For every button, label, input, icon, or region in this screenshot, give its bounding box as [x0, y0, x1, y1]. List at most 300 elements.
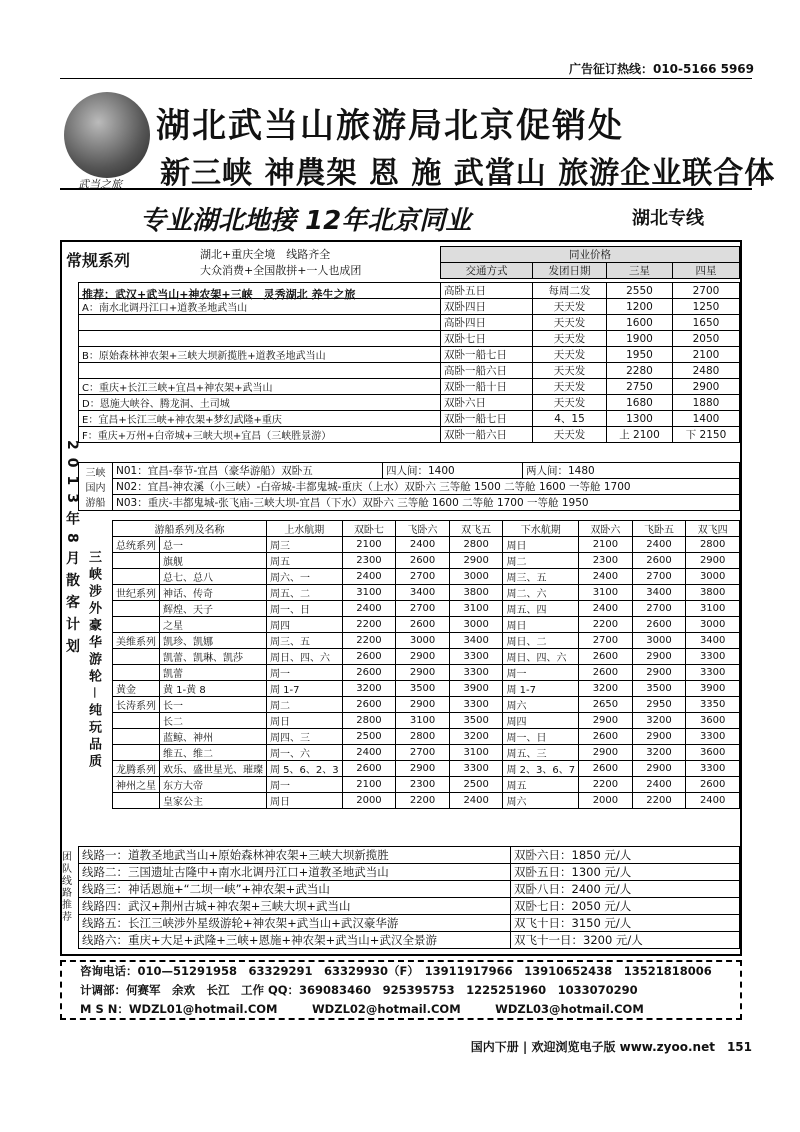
date-cell: 每周二发 [533, 283, 607, 299]
price-cell: 2300 [396, 777, 450, 793]
footer: 国内下册 | 欢迎浏览电子版 www.zyoo.net 151 [470, 1040, 752, 1054]
transport-cell: 高卧五日 [441, 283, 533, 299]
table-row [79, 315, 740, 331]
table-row [113, 601, 740, 617]
price-cell: 3300 [449, 665, 503, 681]
upstream-cell: 周 5、6、2、3 [267, 761, 343, 777]
route-cell [79, 315, 441, 331]
table-row [79, 395, 740, 411]
col-transport: 交通方式 [441, 263, 533, 279]
upstream-cell: 周三 [267, 537, 343, 553]
price-cell: 2600 [342, 761, 396, 777]
table-row [79, 427, 740, 443]
table-row [79, 915, 740, 932]
price-cell: 2700 [396, 601, 450, 617]
table-row [79, 363, 740, 379]
price-cell: 3300 [449, 761, 503, 777]
price-cell: 2600 [396, 617, 450, 633]
downstream-cell: 周 2、3、6、7 [503, 761, 579, 777]
price-3star-cell: 1600 [607, 315, 673, 331]
price-cell: 3200 [449, 729, 503, 745]
price-cell: 2650 [579, 697, 633, 713]
price-cell: 2900 [632, 761, 686, 777]
price-cell: 3500 [632, 681, 686, 697]
table-row [113, 665, 740, 681]
route-cell: B：原始森林神农架+三峡大坝新揽胜+道教圣地武当山 [79, 347, 441, 363]
price-cell: 3500 [396, 681, 450, 697]
group-route-cell: 线路一：道教圣地武当山+原始森林神农架+三峡大坝新揽胜 [79, 847, 511, 864]
price-cell: 2900 [632, 665, 686, 681]
price-cell: 2900 [396, 697, 450, 713]
price-cell: 2000 [579, 793, 633, 809]
series-cell: 世纪系列 [113, 585, 160, 601]
column-header: 双卧六 [579, 521, 633, 537]
table-row [79, 331, 740, 347]
ship-cell: 蓝鲸、神州 [160, 729, 267, 745]
downstream-cell: 周四 [503, 713, 579, 729]
price-cell: 3600 [686, 713, 740, 729]
group-price-cell: 双卧五日：1300 元/人 [511, 864, 740, 881]
downstream-cell: 周三、五 [503, 569, 579, 585]
slogan-right: 湖北专线 [632, 208, 704, 229]
price-cell: 2600 [342, 649, 396, 665]
price-cell: 3000 [396, 633, 450, 649]
route-n01: N01：宜昌-奉节-宜昌（豪华游船）双卧五 [113, 463, 383, 479]
price-cell: 2400 [342, 601, 396, 617]
table-header-row [113, 521, 740, 537]
table-row [79, 881, 740, 898]
price-cell: 3900 [686, 681, 740, 697]
price-4star-cell: 2480 [673, 363, 740, 379]
series-cell: 神州之星 [113, 777, 160, 793]
downstream-cell: 周五 [503, 777, 579, 793]
price-cell: 3350 [686, 697, 740, 713]
price-3star-cell: 上 2100 [607, 427, 673, 443]
price-cell: 2400 [396, 537, 450, 553]
price-cell: 3100 [449, 745, 503, 761]
upstream-cell: 周四 [267, 617, 343, 633]
domestic-label: 三峡国内游船 [79, 463, 113, 511]
col-date: 发团日期 [533, 263, 607, 279]
upstream-cell: 周四、三 [267, 729, 343, 745]
ship-cell: 长一 [160, 697, 267, 713]
downstream-cell: 周一 [503, 665, 579, 681]
ship-cell: 凯蕾、凯琳、凯莎 [160, 649, 267, 665]
price-3star-cell: 1950 [607, 347, 673, 363]
downstream-cell: 周一、日 [503, 729, 579, 745]
contact-msn: M S N：WDZL01@hotmail.COM WDZL02@hotmail.COM WDZL03@hotmail.COM [80, 1002, 644, 1016]
transport-cell: 双卧一船七日 [441, 411, 533, 427]
column-header: 飞卧六 [396, 521, 450, 537]
price-cell: 2500 [449, 777, 503, 793]
contact-phone: 咨询电话：010—51291958 63329291 63329930（F） 13911917966 13910652438 13521818006 [80, 964, 712, 978]
group-table [78, 846, 740, 949]
table-row [79, 347, 740, 363]
price-cell: 2700 [632, 601, 686, 617]
downstream-cell: 周五、四 [503, 601, 579, 617]
price-cell: 2200 [396, 793, 450, 809]
price-cell: 2200 [579, 617, 633, 633]
series-cell [113, 713, 160, 729]
page-title: 湖北武当山旅游局北京促销处 [156, 106, 624, 146]
table-row [113, 617, 740, 633]
price-cell: 3400 [686, 633, 740, 649]
contact-box [60, 960, 742, 1020]
price-cell: 3000 [449, 569, 503, 585]
ship-cell: 凯珍、凯娜 [160, 633, 267, 649]
price-cell: 2900 [449, 553, 503, 569]
price-cell: 2600 [579, 665, 633, 681]
price-cell: 2300 [342, 553, 396, 569]
table-row [113, 681, 740, 697]
downstream-cell: 周 1-7 [503, 681, 579, 697]
upstream-cell: 周 1-7 [267, 681, 343, 697]
upstream-cell: 周日、四、六 [267, 649, 343, 665]
downstream-cell: 周二 [503, 553, 579, 569]
ship-cell: 长二 [160, 713, 267, 729]
price-cell: 3200 [632, 745, 686, 761]
price-3star-cell: 1900 [607, 331, 673, 347]
price-cell: 2900 [579, 745, 633, 761]
ship-cell: 总七、总八 [160, 569, 267, 585]
group-price-cell: 双飞十一日：3200 元/人 [511, 932, 740, 949]
series-cell: 长涛系列 [113, 697, 160, 713]
price-cell: 2400 [579, 601, 633, 617]
series-cell [113, 553, 160, 569]
price-3star-cell: 1680 [607, 395, 673, 411]
series-cell [113, 617, 160, 633]
price-3star-cell: 1300 [607, 411, 673, 427]
price-cell: 3300 [449, 697, 503, 713]
route-cell: D：恩施大峡谷、腾龙洞、土司城 [79, 395, 441, 411]
table-row [79, 847, 740, 864]
price-cell: 3000 [449, 617, 503, 633]
price-cell: 3800 [449, 585, 503, 601]
price-cell: 3500 [449, 713, 503, 729]
price-cell: 2600 [686, 777, 740, 793]
table-row [113, 729, 740, 745]
price-cell: 3200 [342, 681, 396, 697]
recommend-line: 推荐：武汉+武当山+神农架+三峡 灵秀湖北 养生之旅 [82, 288, 356, 301]
group-route-cell: 线路四：武汉+荆州古城+神农架+三峡大坝+武当山 [79, 898, 511, 915]
series-cell [113, 569, 160, 585]
page-subtitle: 新三峡 神農架 恩 施 武當山 旅游企业联合体 [160, 156, 776, 191]
price-cell: 3000 [632, 633, 686, 649]
price-header: 同业价格 [441, 247, 740, 263]
series-cell: 总统系列 [113, 537, 160, 553]
price-cell: 3800 [686, 585, 740, 601]
route-n03: N03：重庆-丰都鬼城-张飞庙-三峡大坝-宜昌（下水）双卧六 三等舱 1600 二等舱 1700 一等舱 1950 [113, 495, 740, 511]
ship-cell: 之星 [160, 617, 267, 633]
upstream-cell: 周五、二 [267, 585, 343, 601]
price-cell: 2400 [579, 569, 633, 585]
transport-cell: 双卧四日 [441, 299, 533, 315]
price-cell: 2600 [342, 697, 396, 713]
table-row [113, 793, 740, 809]
ship-cell: 总一 [160, 537, 267, 553]
price-cell: 3100 [686, 601, 740, 617]
upstream-cell: 周三、五 [267, 633, 343, 649]
route-n02: N02：宜昌-神农溪（小三峡）-白帝城-丰都鬼城-重庆（上水）双卧六 三等舱 1500 二等舱 1600 一等舱 1700 [113, 479, 740, 495]
date-cell: 天天发 [533, 347, 607, 363]
price-cell: 2100 [342, 537, 396, 553]
price-3star-cell: 2550 [607, 283, 673, 299]
col-4star: 四星 [673, 263, 740, 279]
date-cell: 4、15 [533, 411, 607, 427]
regular-table [78, 282, 740, 443]
price-3star-cell: 1200 [607, 299, 673, 315]
table-row [113, 761, 740, 777]
route-n01-double: 两人间：1480 [523, 463, 740, 479]
downstream-cell: 周六 [503, 793, 579, 809]
group-price-cell: 双卧六日：1850 元/人 [511, 847, 740, 864]
route-cell: F：重庆+万州+白帝城+三峡大坝+宜昌（三峡胜景游） [79, 427, 441, 443]
table-row [113, 777, 740, 793]
table-row [79, 411, 740, 427]
price-cell: 2500 [342, 729, 396, 745]
price-cell: 2900 [632, 649, 686, 665]
group-route-cell: 线路二：三国遗址古隆中+南水北调丹江口+道教圣地武当山 [79, 864, 511, 881]
date-cell: 天天发 [533, 427, 607, 443]
series-cell: 龙腾系列 [113, 761, 160, 777]
price-cell: 2100 [342, 777, 396, 793]
ad-hotline: 广告征订热线：010-5166 5969 [568, 62, 754, 76]
price-cell: 2900 [632, 729, 686, 745]
downstream-cell: 周日 [503, 617, 579, 633]
group-route-cell: 线路六：重庆+大足+武隆+三峡+恩施+神农架+武当山+武汉全景游 [79, 932, 511, 949]
series-cell [113, 793, 160, 809]
table-row [113, 569, 740, 585]
price-cell: 2400 [632, 537, 686, 553]
upstream-cell: 周日 [267, 713, 343, 729]
series-cell [113, 601, 160, 617]
downstream-cell: 周六 [503, 697, 579, 713]
price-cell: 2800 [396, 729, 450, 745]
transport-cell: 双卧一船六日 [441, 427, 533, 443]
series-cell [113, 729, 160, 745]
price-cell: 2600 [342, 665, 396, 681]
price-cell: 2200 [342, 633, 396, 649]
transport-cell: 双卧一船十日 [441, 379, 533, 395]
regular-note-2: 大众消费+全国散拼+一人也成团 [200, 264, 362, 277]
downstream-cell: 周五、三 [503, 745, 579, 761]
table-row [113, 633, 740, 649]
price-cell: 3400 [396, 585, 450, 601]
transport-cell: 双卧一船七日 [441, 347, 533, 363]
price-cell: 3600 [686, 745, 740, 761]
price-cell: 2900 [579, 713, 633, 729]
downstream-cell: 周二、六 [503, 585, 579, 601]
column-header: 游船系列及名称 [113, 521, 267, 537]
price-4star-cell: 下 2150 [673, 427, 740, 443]
transport-cell: 高卧一船六日 [441, 363, 533, 379]
price-cell: 2950 [632, 697, 686, 713]
price-cell: 2900 [396, 761, 450, 777]
price-4star-cell: 2700 [673, 283, 740, 299]
price-cell: 2800 [342, 713, 396, 729]
price-cell: 3100 [579, 585, 633, 601]
price-3star-cell: 2750 [607, 379, 673, 395]
price-cell: 3300 [686, 649, 740, 665]
ship-cell: 东方大帝 [160, 777, 267, 793]
table-row [79, 379, 740, 395]
table-row [79, 932, 740, 949]
date-cell: 天天发 [533, 299, 607, 315]
header-divider [60, 188, 752, 190]
price-cell: 3100 [396, 713, 450, 729]
group-route-cell: 线路三：神话恩施+“二坝一峡”+神农架+武当山 [79, 881, 511, 898]
downstream-cell: 周日 [503, 537, 579, 553]
group-price-cell: 双卧七日：2050 元/人 [511, 898, 740, 915]
date-cell: 天天发 [533, 395, 607, 411]
column-header: 双飞四 [686, 521, 740, 537]
transport-cell: 双卧七日 [441, 331, 533, 347]
cruise-table [112, 520, 740, 809]
route-cell [79, 363, 441, 379]
route-cell: A：南水北调丹江口+道教圣地武当山 [79, 299, 441, 315]
price-3star-cell: 2280 [607, 363, 673, 379]
date-cell: 天天发 [533, 315, 607, 331]
column-header: 飞卧五 [632, 521, 686, 537]
ship-cell: 皇家公主 [160, 793, 267, 809]
price-4star-cell: 2900 [673, 379, 740, 395]
series-cell [113, 649, 160, 665]
col-3star: 三星 [607, 263, 673, 279]
series-cell [113, 665, 160, 681]
table-row [113, 585, 740, 601]
table-row [113, 649, 740, 665]
price-cell: 3400 [449, 633, 503, 649]
downstream-cell: 周日、四、六 [503, 649, 579, 665]
column-header: 双飞五 [449, 521, 503, 537]
table-row [113, 537, 740, 553]
price-cell: 2700 [396, 745, 450, 761]
price-cell: 3000 [686, 617, 740, 633]
price-4star-cell: 1400 [673, 411, 740, 427]
series-cell: 美维系列 [113, 633, 160, 649]
ship-cell: 神话、传奇 [160, 585, 267, 601]
price-cell: 2700 [396, 569, 450, 585]
table-row [79, 898, 740, 915]
upstream-cell: 周日 [267, 793, 343, 809]
upstream-cell: 周二 [267, 697, 343, 713]
price-cell: 2800 [686, 537, 740, 553]
price-header-table [440, 246, 740, 279]
regular-title: 常规系列 [66, 251, 131, 270]
price-4star-cell: 1880 [673, 395, 740, 411]
price-cell: 3300 [449, 649, 503, 665]
price-cell: 2600 [579, 649, 633, 665]
price-cell: 3100 [342, 585, 396, 601]
price-cell: 3200 [579, 681, 633, 697]
price-cell: 2000 [342, 793, 396, 809]
table-row [113, 745, 740, 761]
price-cell: 2300 [579, 553, 633, 569]
price-4star-cell: 1250 [673, 299, 740, 315]
price-4star-cell: 1650 [673, 315, 740, 331]
upstream-cell: 周六、一 [267, 569, 343, 585]
price-cell: 2200 [579, 777, 633, 793]
price-4star-cell: 2050 [673, 331, 740, 347]
group-label: 团队线路推荐 [62, 852, 72, 923]
price-cell: 2900 [396, 649, 450, 665]
route-cell: C：重庆+长江三峡+宜昌+神农架+武当山 [79, 379, 441, 395]
price-cell: 2400 [449, 793, 503, 809]
ship-cell: 凯蕾 [160, 665, 267, 681]
price-cell: 2800 [449, 537, 503, 553]
date-cell: 天天发 [533, 331, 607, 347]
route-n01-quad: 四人间：1400 [383, 463, 523, 479]
top-divider [60, 78, 752, 79]
series-cell [113, 745, 160, 761]
price-cell: 3300 [686, 729, 740, 745]
price-cell: 2100 [579, 537, 633, 553]
column-header: 双卧七 [342, 521, 396, 537]
logo-image [64, 92, 150, 178]
price-cell: 3000 [686, 569, 740, 585]
upstream-cell: 周一、六 [267, 745, 343, 761]
series-cell: 黄金 [113, 681, 160, 697]
price-cell: 3300 [686, 761, 740, 777]
price-cell: 2900 [396, 665, 450, 681]
price-cell: 2600 [632, 553, 686, 569]
ship-cell: 欢乐、盛世星光、璀璨 [160, 761, 267, 777]
upstream-cell: 周一 [267, 665, 343, 681]
domestic-table [78, 462, 740, 511]
transport-cell: 双卧六日 [441, 395, 533, 411]
price-4star-cell: 2100 [673, 347, 740, 363]
ship-cell: 维五、维二 [160, 745, 267, 761]
group-price-cell: 双飞十日：3150 元/人 [511, 915, 740, 932]
price-cell: 2400 [686, 793, 740, 809]
group-price-cell: 双卧八日：2400 元/人 [511, 881, 740, 898]
route-cell: E：宜昌+长江三峡+神农架+梦幻武隆+重庆 [79, 411, 441, 427]
price-cell: 3300 [686, 665, 740, 681]
upstream-cell: 周一、日 [267, 601, 343, 617]
ship-cell: 辉煌、天子 [160, 601, 267, 617]
ship-cell: 旗舰 [160, 553, 267, 569]
downstream-cell: 周日、二 [503, 633, 579, 649]
slogan: 专业湖北地接 12年北京同业 [140, 206, 472, 236]
date-cell: 天天发 [533, 379, 607, 395]
contact-staff: 计调部：何赛军 余欢 长江 工作 QQ：369083460 925395753 1225251960 1033070290 [80, 983, 638, 997]
logo-caption: 武当之旅 [78, 178, 122, 191]
table-row [79, 864, 740, 881]
price-cell: 3200 [632, 713, 686, 729]
regular-note-1: 湖北+重庆全境 线路齐全 [200, 248, 331, 261]
price-cell: 2600 [579, 761, 633, 777]
price-cell: 2200 [342, 617, 396, 633]
column-header: 下水航期 [503, 521, 579, 537]
upstream-cell: 周一 [267, 777, 343, 793]
price-cell: 3100 [449, 601, 503, 617]
price-cell: 2400 [342, 569, 396, 585]
price-cell: 2400 [632, 777, 686, 793]
price-cell: 2700 [632, 569, 686, 585]
price-cell: 2400 [342, 745, 396, 761]
price-cell: 2700 [579, 633, 633, 649]
date-cell: 天天发 [533, 363, 607, 379]
group-route-cell: 线路五：长江三峡涉外星级游轮+神农架+武当山+武汉豪华游 [79, 915, 511, 932]
price-cell: 3900 [449, 681, 503, 697]
cruise-label: 三峡涉外豪华游轮－纯玩品质 [86, 550, 101, 772]
price-cell: 2600 [632, 617, 686, 633]
column-header: 上水航期 [267, 521, 343, 537]
ship-cell: 黄 1-黄 8 [160, 681, 267, 697]
table-row [113, 697, 740, 713]
table-row [113, 553, 740, 569]
transport-cell: 高卧四日 [441, 315, 533, 331]
